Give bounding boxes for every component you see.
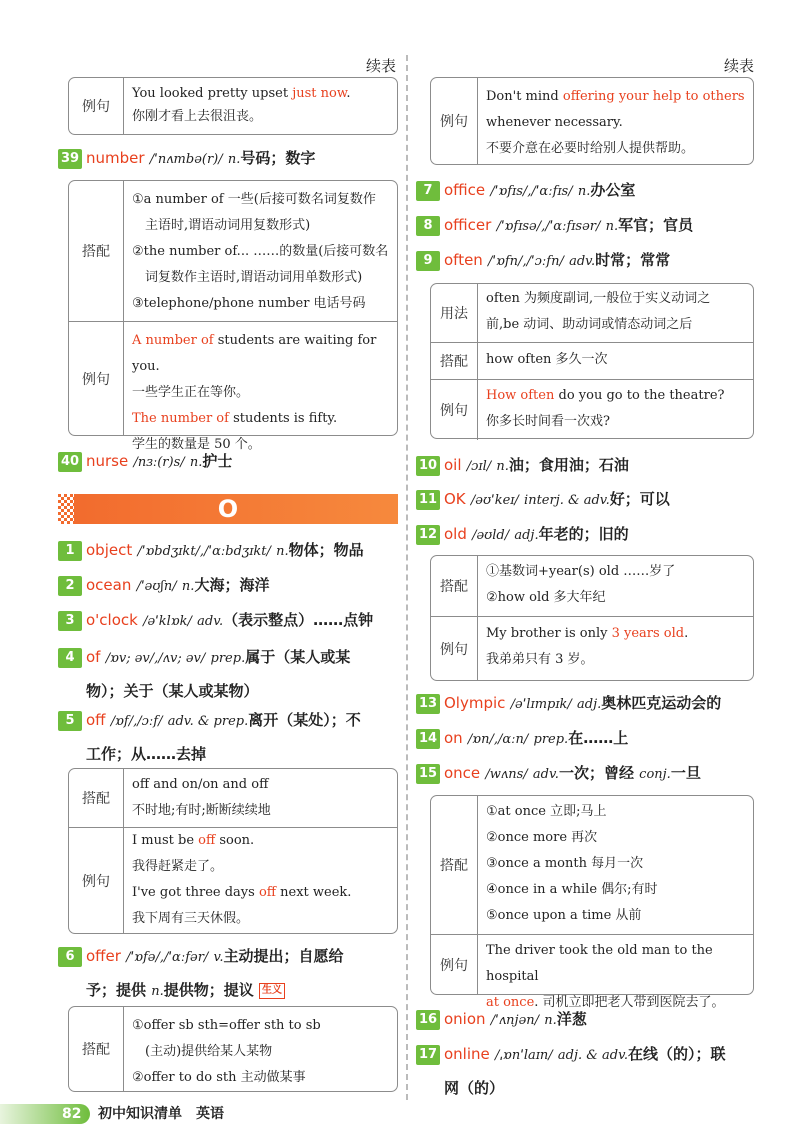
entry-often: 9 often /ˈɒfn/,/ˈɔːfn/ adv.时常；常常 bbox=[416, 244, 756, 278]
entry-nurse: 40 nurse /nɜː(r)s/ n.护士 bbox=[58, 445, 398, 479]
collocation-text: how often 多久一次 bbox=[486, 352, 608, 367]
entry-off: 5 off /ɒf/,/ɔːf/ adv. & prep.离开（某处）；不 工作；从……去掉 bbox=[58, 704, 398, 770]
example-label: 例句 bbox=[431, 617, 478, 681]
collocation-label: 搭配 bbox=[69, 769, 124, 827]
entry-onion: 16 onion /ˈʌnjən/ n.洋葱 bbox=[416, 1003, 756, 1037]
collocation-label: 搭配 bbox=[431, 556, 478, 616]
box-often bbox=[430, 283, 754, 439]
example-text: A number of students are waiting for you. 一些学生正在等你。 The number of students is fifty. 学生的数量是 50 个。 bbox=[132, 333, 377, 452]
collocation-text: ①at once 立即;马上 ②once more 再次 ③once a month 每月一次 ④once in a while 偶尔;有时 ⑤once upon a time 从前 bbox=[486, 804, 658, 923]
collocation-text: ①基数词+year(s) old ……岁了 ②how old 多大年纪 bbox=[486, 564, 676, 605]
example-text: My brother is only 3 years old. 我弟弟只有 3 岁。 bbox=[486, 626, 689, 667]
entry-ocean: 2 ocean /ˈəʊʃn/ n.大海；海洋 bbox=[58, 569, 398, 603]
page-number: 82 bbox=[62, 1106, 82, 1122]
new-meaning-tag: 生义 bbox=[259, 983, 285, 999]
entry-oclock: 3 o'clock /əˈklɒk/ adv.（表示整点）……点钟 bbox=[58, 604, 398, 638]
example-text: You looked pretty upset just now. 你刚才看上去很沮丧。 bbox=[132, 86, 351, 124]
section-letter: O bbox=[217, 495, 239, 523]
continued-label-right: 续表 bbox=[724, 57, 755, 75]
entry-offer: 6 offer /ˈɒfə/,/ˈɑːfər/ v.主动提出；自愿给 予；提供 n.提供物；提议 生义 bbox=[58, 940, 398, 1008]
box-off bbox=[68, 768, 398, 934]
collocation-text: ①a number of 一些(后接可数名词复数作 主语时,谓语动词用复数形式) ②the number of... ……的数量(后接可数名 词复数作主语时,谓语动词用单数形式) ③telephone/phone number 电话号码 bbox=[132, 192, 389, 311]
section-banner-o bbox=[58, 494, 398, 524]
example-label: 例句 bbox=[431, 935, 478, 995]
entry-olympic: 13 Olympic /əˈlɪmpɪk/ adj.奥林匹克运动会的 bbox=[416, 687, 756, 721]
entry-office: 7 office /ˈɒfɪs/,/ˈɑːfɪs/ n.办公室 bbox=[416, 174, 756, 208]
collocation-label: 搭配 bbox=[69, 181, 124, 321]
example-box-offering bbox=[430, 77, 754, 165]
entry-of: 4 of /ɒv; əv/,/ʌv; əv/ prep.属于（某人或某 物）；关于（某人或某物） bbox=[58, 641, 398, 707]
example-text: How often do you go to the theatre? 你多长时间看一次戏? bbox=[486, 388, 725, 429]
example-label: 例句 bbox=[69, 322, 124, 435]
example-label: 例句 bbox=[431, 380, 478, 440]
example-box-just-now bbox=[68, 77, 398, 135]
entry-online: 17 online /ˌɒnˈlaɪn/ adj. & adv.在线（的）；联 网（的） bbox=[416, 1038, 756, 1104]
entry-on: 14 on /ɒn/,/ɑːn/ prep.在……上 bbox=[416, 722, 756, 756]
column-divider bbox=[406, 55, 408, 1100]
collocation-text: off and on/on and off 不时地;有时;断断续续地 bbox=[132, 777, 271, 818]
example-text: I must be off soon. 我得赶紧走了。 I've got three days off next week. 我下周有三天休假。 bbox=[132, 833, 352, 926]
usage-text: often 为频度副词,一般位于实义动词之 前,be 动词、助动词或情态动词之后 bbox=[486, 291, 711, 332]
example-text: Don't mind offering your help to others whenever necessary. 不要介意在必要时给别人提供帮助。 bbox=[486, 89, 745, 156]
usage-label: 用法 bbox=[431, 284, 478, 342]
collocation-text: ①offer sb sth=offer sth to sb (主动)提供给某人某物 ②offer to do sth 主动做某事 bbox=[132, 1018, 321, 1085]
box-old bbox=[430, 555, 754, 681]
box-once bbox=[430, 795, 754, 1010]
box-offer bbox=[68, 1006, 398, 1092]
collocation-label: 搭配 bbox=[431, 796, 478, 934]
entry-ok: 11 OK /əʊˈkeɪ/ interj. & adv.好；可以 bbox=[416, 483, 756, 517]
entry-number: 39 number /ˈnʌmbə(r)/ n.号码；数字 bbox=[58, 142, 398, 176]
continued-label-left: 续表 bbox=[366, 57, 397, 75]
example-label: 例句 bbox=[69, 828, 124, 934]
entry-object: 1 object /ˈɒbdʒɪkt/,/ˈɑːbdʒɪkt/ n.物体；物品 bbox=[58, 534, 398, 568]
example-label: 例句 bbox=[431, 78, 478, 164]
entry-once: 15 once /wʌns/ adv.一次；曾经 conj.一旦 bbox=[416, 757, 756, 791]
example-text: The driver took the old man to the hospital at once. 司机立即把老人带到医院去了。 bbox=[486, 943, 725, 1010]
entry-oil: 10 oil /ɔɪl/ n.油；食用油；石油 bbox=[416, 449, 756, 483]
entry-old: 12 old /əʊld/ adj.年老的；旧的 bbox=[416, 518, 756, 552]
page-footer bbox=[0, 1100, 800, 1130]
example-label: 例句 bbox=[69, 78, 124, 134]
entry-officer: 8 officer /ˈɒfɪsə/,/ˈɑːfɪsər/ n.军官；官员 bbox=[416, 209, 756, 243]
collocation-label: 搭配 bbox=[431, 343, 478, 379]
collocation-label: 搭配 bbox=[69, 1007, 124, 1091]
box-number bbox=[68, 180, 398, 452]
book-title: 初中知识清单 英语 bbox=[98, 1106, 224, 1122]
